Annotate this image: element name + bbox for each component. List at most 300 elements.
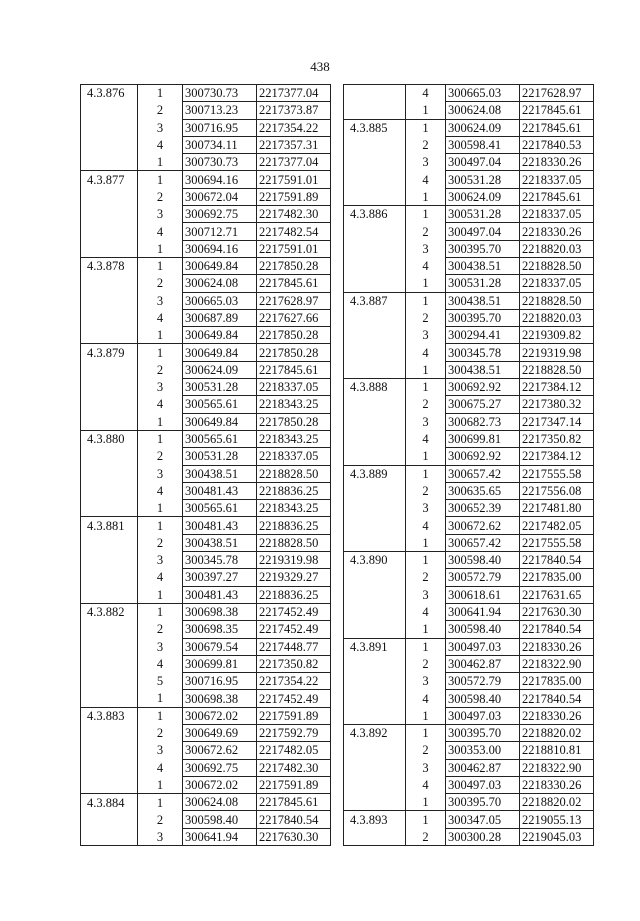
table-row <box>81 673 331 690</box>
y-coordinate-cell: 2217350.82 <box>257 655 331 672</box>
point-number-cell: 2 <box>138 724 183 741</box>
table-row <box>344 534 594 551</box>
y-coordinate-cell: 2217591.01 <box>257 240 331 257</box>
parcel-id-cell: 4.3.885 <box>344 119 406 136</box>
parcel-id-cell <box>81 776 138 793</box>
x-coordinate-cell: 300531.28 <box>446 206 520 223</box>
y-coordinate-cell: 2217380.32 <box>520 396 594 413</box>
y-coordinate-cell: 2217840.53 <box>520 136 594 153</box>
y-coordinate-cell: 2217850.28 <box>257 413 331 430</box>
table-row <box>344 811 594 828</box>
parcel-id-cell: 4.3.888 <box>344 379 406 396</box>
y-coordinate-cell: 2218820.03 <box>520 240 594 257</box>
point-number-cell: 1 <box>406 206 446 223</box>
parcel-id-cell <box>344 776 406 793</box>
point-number-cell: 1 <box>406 621 446 638</box>
x-coordinate-cell: 300438.51 <box>446 257 520 274</box>
y-coordinate-cell: 2218343.25 <box>257 500 331 517</box>
table-row <box>81 811 331 828</box>
parcel-id-cell <box>81 136 138 153</box>
y-coordinate-cell: 2218828.50 <box>257 465 331 482</box>
y-coordinate-cell: 2217354.22 <box>257 673 331 690</box>
y-coordinate-cell: 2218322.90 <box>520 759 594 776</box>
table-row <box>344 361 594 378</box>
table-row <box>344 776 594 793</box>
table-row <box>344 465 594 482</box>
point-number-cell: 2 <box>406 828 446 845</box>
y-coordinate-cell: 2217630.30 <box>257 828 331 845</box>
table-row <box>81 448 331 465</box>
y-coordinate-cell: 2217845.61 <box>520 102 594 119</box>
x-coordinate-cell: 300598.40 <box>446 552 520 569</box>
x-coordinate-cell: 300641.94 <box>183 828 257 845</box>
x-coordinate-cell: 300598.40 <box>446 621 520 638</box>
x-coordinate-cell: 300572.79 <box>446 569 520 586</box>
parcel-id-cell <box>81 621 138 638</box>
y-coordinate-cell: 2217354.22 <box>257 119 331 136</box>
point-number-cell: 2 <box>406 742 446 759</box>
y-coordinate-cell: 2217482.05 <box>257 742 331 759</box>
x-coordinate-cell: 300672.62 <box>183 742 257 759</box>
y-coordinate-cell: 2218836.25 <box>257 517 331 534</box>
table-row <box>344 119 594 136</box>
parcel-id-cell <box>344 500 406 517</box>
point-number-cell: 1 <box>406 534 446 551</box>
point-number-cell: 1 <box>406 102 446 119</box>
table-row <box>81 500 331 517</box>
table-row <box>344 275 594 292</box>
y-coordinate-cell: 2217591.01 <box>257 171 331 188</box>
parcel-id-cell <box>344 655 406 672</box>
x-coordinate-cell: 300649.84 <box>183 257 257 274</box>
x-coordinate-cell: 300481.43 <box>183 517 257 534</box>
table-row <box>81 707 331 724</box>
y-coordinate-cell: 2217482.05 <box>520 517 594 534</box>
parcel-id-cell <box>81 534 138 551</box>
parcel-id-cell <box>344 759 406 776</box>
y-coordinate-cell: 2218337.05 <box>520 206 594 223</box>
table-row <box>81 379 331 396</box>
table-row <box>81 690 331 707</box>
point-number-cell: 2 <box>406 482 446 499</box>
point-number-cell: 2 <box>138 534 183 551</box>
parcel-id-cell: 4.3.880 <box>81 430 138 447</box>
x-coordinate-cell: 300682.73 <box>446 413 520 430</box>
x-coordinate-cell: 300652.39 <box>446 500 520 517</box>
parcel-id-cell <box>344 309 406 326</box>
x-coordinate-cell: 300649.84 <box>183 327 257 344</box>
y-coordinate-cell: 2217591.89 <box>257 188 331 205</box>
parcel-id-cell <box>81 828 138 845</box>
parcel-id-cell <box>344 517 406 534</box>
parcel-id-cell: 4.3.892 <box>344 724 406 741</box>
x-coordinate-cell: 300694.16 <box>183 240 257 257</box>
point-number-cell: 1 <box>406 292 446 309</box>
parcel-id-cell: 4.3.889 <box>344 465 406 482</box>
x-coordinate-cell: 300598.40 <box>183 811 257 828</box>
y-coordinate-cell: 2219329.27 <box>257 569 331 586</box>
point-number-cell: 3 <box>406 673 446 690</box>
y-coordinate-cell: 2218337.05 <box>257 379 331 396</box>
parcel-id-cell <box>81 742 138 759</box>
point-number-cell: 5 <box>138 673 183 690</box>
x-coordinate-cell: 300734.11 <box>183 136 257 153</box>
parcel-id-cell <box>81 724 138 741</box>
y-coordinate-cell: 2218330.26 <box>520 707 594 724</box>
parcel-id-cell <box>344 171 406 188</box>
point-number-cell: 3 <box>406 500 446 517</box>
point-number-cell: 1 <box>138 707 183 724</box>
parcel-id-cell <box>344 361 406 378</box>
parcel-id-cell: 4.3.886 <box>344 206 406 223</box>
coordinates-table-right <box>343 84 594 846</box>
x-coordinate-cell: 300598.40 <box>446 690 520 707</box>
point-number-cell: 3 <box>406 240 446 257</box>
x-coordinate-cell: 300565.61 <box>183 396 257 413</box>
parcel-id-cell: 4.3.884 <box>81 794 138 811</box>
x-coordinate-cell: 300692.75 <box>183 206 257 223</box>
parcel-id-cell <box>81 309 138 326</box>
parcel-id-cell <box>344 707 406 724</box>
table-row <box>81 742 331 759</box>
parcel-id-cell <box>81 396 138 413</box>
y-coordinate-cell: 2217357.31 <box>257 136 331 153</box>
parcel-id-cell <box>344 603 406 620</box>
table-row <box>81 724 331 741</box>
parcel-id-cell <box>344 102 406 119</box>
x-coordinate-cell: 300438.51 <box>446 361 520 378</box>
x-coordinate-cell: 300345.78 <box>446 344 520 361</box>
parcel-id-cell <box>344 448 406 465</box>
point-number-cell: 1 <box>406 379 446 396</box>
point-number-cell: 1 <box>138 776 183 793</box>
parcel-id-cell <box>344 240 406 257</box>
table-row <box>344 500 594 517</box>
table-row <box>344 621 594 638</box>
x-coordinate-cell: 300692.92 <box>446 448 520 465</box>
y-coordinate-cell: 2217482.54 <box>257 223 331 240</box>
x-coordinate-cell: 300624.08 <box>183 794 257 811</box>
parcel-id-cell <box>344 85 406 102</box>
table-row <box>344 690 594 707</box>
x-coordinate-cell: 300397.27 <box>183 569 257 586</box>
parcel-id-cell <box>81 655 138 672</box>
point-number-cell: 3 <box>406 759 446 776</box>
parcel-id-cell <box>81 188 138 205</box>
point-number-cell: 1 <box>138 257 183 274</box>
y-coordinate-cell: 2217384.12 <box>520 379 594 396</box>
table-row <box>344 292 594 309</box>
y-coordinate-cell: 2217591.89 <box>257 707 331 724</box>
y-coordinate-cell: 2217373.87 <box>257 102 331 119</box>
point-number-cell: 1 <box>406 188 446 205</box>
point-number-cell: 4 <box>138 223 183 240</box>
parcel-id-cell <box>344 413 406 430</box>
parcel-id-cell <box>344 154 406 171</box>
y-coordinate-cell: 2217845.61 <box>257 275 331 292</box>
parcel-id-cell <box>344 673 406 690</box>
x-coordinate-cell: 300716.95 <box>183 673 257 690</box>
table-row <box>344 759 594 776</box>
point-number-cell: 1 <box>138 154 183 171</box>
point-number-cell: 3 <box>406 586 446 603</box>
parcel-id-cell <box>81 240 138 257</box>
parcel-id-cell <box>81 119 138 136</box>
y-coordinate-cell: 2217845.61 <box>520 119 594 136</box>
parcel-id-cell <box>81 379 138 396</box>
table-row <box>344 638 594 655</box>
table-row <box>344 707 594 724</box>
table-row <box>344 828 594 845</box>
y-coordinate-cell: 2218810.81 <box>520 742 594 759</box>
y-coordinate-cell: 2217631.65 <box>520 586 594 603</box>
y-coordinate-cell: 2219309.82 <box>520 327 594 344</box>
x-coordinate-cell: 300438.51 <box>183 465 257 482</box>
table-row <box>81 85 331 102</box>
table-row <box>81 292 331 309</box>
table-row <box>344 569 594 586</box>
x-coordinate-cell: 300672.62 <box>446 517 520 534</box>
parcel-id-cell <box>81 552 138 569</box>
y-coordinate-cell: 2217377.04 <box>257 85 331 102</box>
table-row <box>344 344 594 361</box>
parcel-id-cell: 4.3.881 <box>81 517 138 534</box>
point-number-cell: 2 <box>406 655 446 672</box>
x-coordinate-cell: 300687.89 <box>183 309 257 326</box>
table-row <box>81 119 331 136</box>
point-number-cell: 1 <box>138 327 183 344</box>
parcel-id-cell <box>344 828 406 845</box>
parcel-id-cell <box>81 292 138 309</box>
point-number-cell: 4 <box>406 257 446 274</box>
point-number-cell: 2 <box>138 102 183 119</box>
x-coordinate-cell: 300565.61 <box>183 500 257 517</box>
point-number-cell: 2 <box>138 448 183 465</box>
x-coordinate-cell: 300497.04 <box>446 223 520 240</box>
x-coordinate-cell: 300698.35 <box>183 621 257 638</box>
table-row <box>81 638 331 655</box>
table-row <box>81 257 331 274</box>
point-number-cell: 1 <box>138 517 183 534</box>
x-coordinate-cell: 300649.69 <box>183 724 257 741</box>
parcel-id-cell <box>81 638 138 655</box>
point-number-cell: 4 <box>138 309 183 326</box>
y-coordinate-cell: 2217350.82 <box>520 430 594 447</box>
y-coordinate-cell: 2217835.00 <box>520 673 594 690</box>
x-coordinate-cell: 300713.23 <box>183 102 257 119</box>
x-coordinate-cell: 300657.42 <box>446 534 520 551</box>
table-row <box>344 136 594 153</box>
point-number-cell: 2 <box>138 811 183 828</box>
parcel-id-cell <box>81 759 138 776</box>
parcel-id-cell <box>344 569 406 586</box>
x-coordinate-cell: 300649.84 <box>183 344 257 361</box>
parcel-id-cell <box>344 136 406 153</box>
table-row <box>344 413 594 430</box>
x-coordinate-cell: 300672.02 <box>183 707 257 724</box>
table-row <box>344 154 594 171</box>
table-row <box>344 309 594 326</box>
x-coordinate-cell: 300531.28 <box>183 448 257 465</box>
parcel-id-cell <box>344 275 406 292</box>
parcel-id-cell <box>81 448 138 465</box>
x-coordinate-cell: 300730.73 <box>183 154 257 171</box>
parcel-id-cell <box>81 690 138 707</box>
point-number-cell: 1 <box>138 794 183 811</box>
y-coordinate-cell: 2218330.26 <box>520 638 594 655</box>
parcel-id-cell: 4.3.878 <box>81 257 138 274</box>
y-coordinate-cell: 2218322.90 <box>520 655 594 672</box>
parcel-id-cell <box>81 413 138 430</box>
parcel-id-cell: 4.3.877 <box>81 171 138 188</box>
table-row <box>344 724 594 741</box>
table-row <box>81 517 331 534</box>
y-coordinate-cell: 2218828.50 <box>520 292 594 309</box>
y-coordinate-cell: 2217627.66 <box>257 309 331 326</box>
point-number-cell: 3 <box>138 465 183 482</box>
table-row <box>81 482 331 499</box>
table-row <box>81 828 331 845</box>
parcel-id-cell <box>344 188 406 205</box>
x-coordinate-cell: 300347.05 <box>446 811 520 828</box>
x-coordinate-cell: 300395.70 <box>446 794 520 811</box>
table-row <box>344 396 594 413</box>
point-number-cell: 4 <box>138 396 183 413</box>
y-coordinate-cell: 2217840.54 <box>520 690 594 707</box>
x-coordinate-cell: 300345.78 <box>183 552 257 569</box>
x-coordinate-cell: 300294.41 <box>446 327 520 344</box>
parcel-id-cell <box>81 586 138 603</box>
parcel-id-cell <box>81 154 138 171</box>
x-coordinate-cell: 300672.04 <box>183 188 257 205</box>
parcel-id-cell <box>344 257 406 274</box>
y-coordinate-cell: 2217556.08 <box>520 482 594 499</box>
point-number-cell: 1 <box>406 794 446 811</box>
point-number-cell: 3 <box>138 119 183 136</box>
y-coordinate-cell: 2217482.30 <box>257 206 331 223</box>
y-coordinate-cell: 2217452.49 <box>257 621 331 638</box>
y-coordinate-cell: 2217630.30 <box>520 603 594 620</box>
table-row <box>344 223 594 240</box>
parcel-id-cell <box>344 327 406 344</box>
table-row <box>344 603 594 620</box>
y-coordinate-cell: 2218828.50 <box>520 257 594 274</box>
parcel-id-cell: 4.3.882 <box>81 603 138 620</box>
parcel-id-cell <box>344 690 406 707</box>
y-coordinate-cell: 2217850.28 <box>257 257 331 274</box>
y-coordinate-cell: 2218330.26 <box>520 776 594 793</box>
x-coordinate-cell: 300395.70 <box>446 724 520 741</box>
point-number-cell: 3 <box>138 292 183 309</box>
y-coordinate-cell: 2217845.61 <box>257 794 331 811</box>
x-coordinate-cell: 300679.54 <box>183 638 257 655</box>
point-number-cell: 3 <box>138 742 183 759</box>
table-row <box>344 586 594 603</box>
x-coordinate-cell: 300672.02 <box>183 776 257 793</box>
parcel-id-cell <box>344 223 406 240</box>
parcel-id-cell <box>344 344 406 361</box>
point-number-cell: 1 <box>406 638 446 655</box>
point-number-cell: 1 <box>406 707 446 724</box>
point-number-cell: 4 <box>406 85 446 102</box>
table-row <box>344 655 594 672</box>
y-coordinate-cell: 2217850.28 <box>257 344 331 361</box>
point-number-cell: 3 <box>138 379 183 396</box>
point-number-cell: 3 <box>406 327 446 344</box>
y-coordinate-cell: 2217845.61 <box>257 361 331 378</box>
point-number-cell: 1 <box>138 603 183 620</box>
parcel-id-cell <box>81 275 138 292</box>
y-coordinate-cell: 2217840.54 <box>257 811 331 828</box>
x-coordinate-cell: 300665.03 <box>183 292 257 309</box>
y-coordinate-cell: 2217452.49 <box>257 603 331 620</box>
point-number-cell: 3 <box>138 638 183 655</box>
y-coordinate-cell: 2217835.00 <box>520 569 594 586</box>
x-coordinate-cell: 300598.41 <box>446 136 520 153</box>
x-coordinate-cell: 300497.04 <box>446 154 520 171</box>
table-row <box>344 327 594 344</box>
y-coordinate-cell: 2218330.26 <box>520 154 594 171</box>
parcel-id-cell <box>344 482 406 499</box>
y-coordinate-cell: 2218836.25 <box>257 586 331 603</box>
parcel-id-cell <box>81 327 138 344</box>
table-row <box>81 309 331 326</box>
point-number-cell: 4 <box>138 482 183 499</box>
table-row <box>81 430 331 447</box>
parcel-id-cell: 4.3.883 <box>81 707 138 724</box>
point-number-cell: 4 <box>406 690 446 707</box>
table-row <box>344 448 594 465</box>
x-coordinate-cell: 300649.84 <box>183 413 257 430</box>
y-coordinate-cell: 2218337.05 <box>257 448 331 465</box>
y-coordinate-cell: 2217591.89 <box>257 776 331 793</box>
x-coordinate-cell: 300641.94 <box>446 603 520 620</box>
parcel-id-cell: 4.3.893 <box>344 811 406 828</box>
x-coordinate-cell: 300624.08 <box>183 275 257 292</box>
x-coordinate-cell: 300657.42 <box>446 465 520 482</box>
x-coordinate-cell: 300624.09 <box>446 119 520 136</box>
point-number-cell: 1 <box>406 552 446 569</box>
parcel-id-cell <box>344 430 406 447</box>
point-number-cell: 4 <box>138 759 183 776</box>
y-coordinate-cell: 2218343.25 <box>257 430 331 447</box>
point-number-cell: 1 <box>138 690 183 707</box>
parcel-id-cell <box>344 586 406 603</box>
table-row <box>81 413 331 430</box>
point-number-cell: 4 <box>406 171 446 188</box>
table-row <box>81 776 331 793</box>
x-coordinate-cell: 300624.09 <box>183 361 257 378</box>
point-number-cell: 1 <box>138 240 183 257</box>
x-coordinate-cell: 300572.79 <box>446 673 520 690</box>
y-coordinate-cell: 2218828.50 <box>520 361 594 378</box>
x-coordinate-cell: 300395.70 <box>446 309 520 326</box>
table-row <box>81 223 331 240</box>
point-number-cell: 2 <box>406 136 446 153</box>
parcel-id-cell <box>81 569 138 586</box>
x-coordinate-cell: 300300.28 <box>446 828 520 845</box>
y-coordinate-cell: 2218343.25 <box>257 396 331 413</box>
point-number-cell: 3 <box>138 828 183 845</box>
point-number-cell: 1 <box>138 413 183 430</box>
table-row <box>81 586 331 603</box>
table-row <box>81 275 331 292</box>
table-row <box>344 673 594 690</box>
point-number-cell: 4 <box>406 603 446 620</box>
x-coordinate-cell: 300481.43 <box>183 586 257 603</box>
point-number-cell: 2 <box>138 275 183 292</box>
table-row <box>81 396 331 413</box>
